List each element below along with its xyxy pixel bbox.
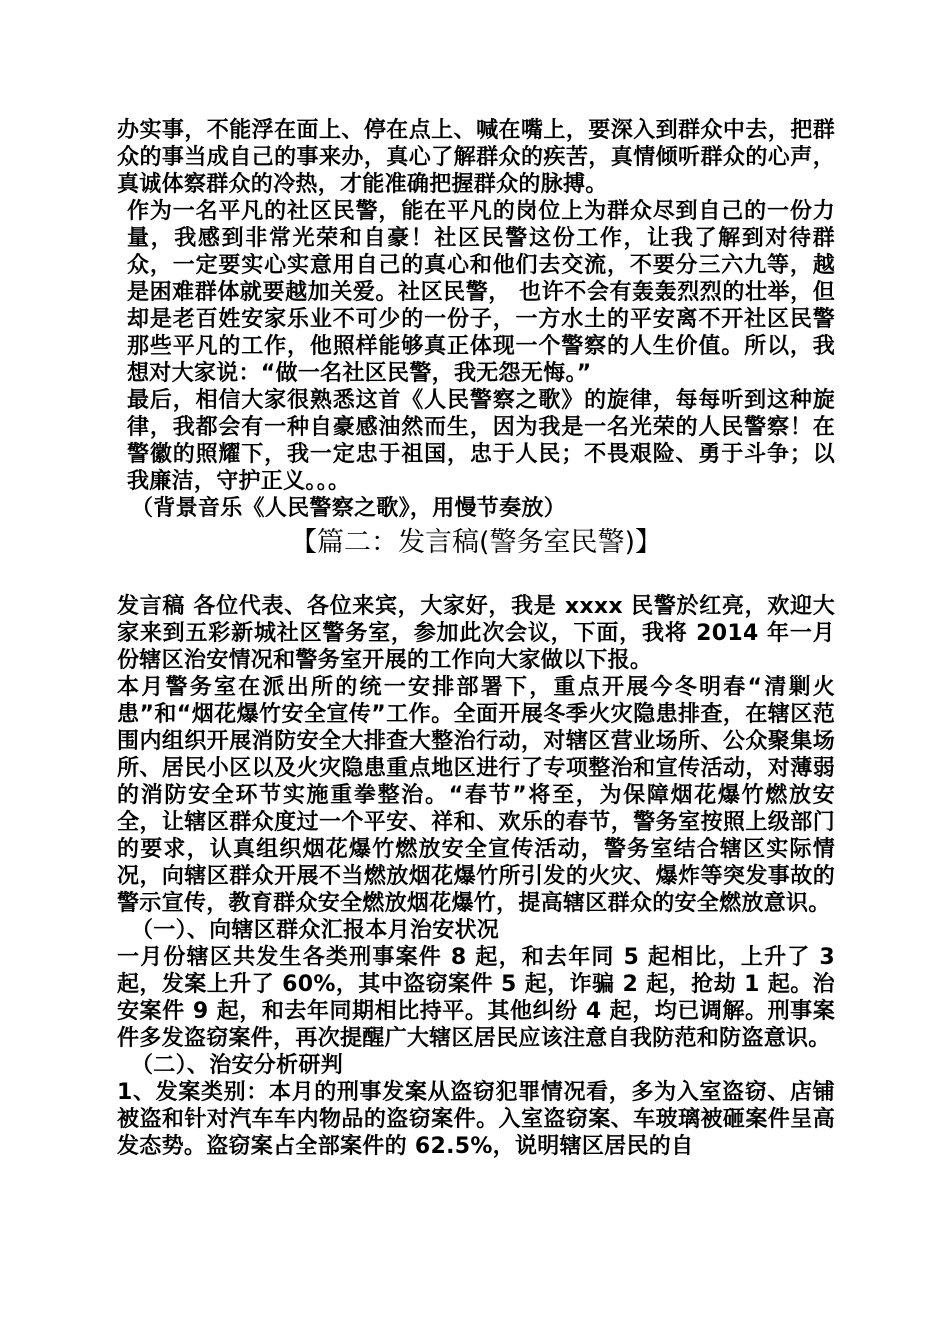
subsection-heading: （二）、治安分析研判	[131, 1053, 344, 1078]
document-page	[117, 117, 835, 1160]
body-paragraph: 1、发案类别：本月的刑事发案从盗窃犯罪情况看，多为入室盗窃、店铺被盗和针对汽车车内物品的盗窃案件。入室盗窃案、车玻璃被砸案件呈高发态势。盗窃案占全部案件的 62.5%，说明辖区居民的自	[117, 1080, 835, 1159]
body-paragraph: 最后，相信大家很熟悉这首《人民警察之歌》的旋律，每每听到这种旋律，我都会有一种自豪感油然而生，因为我是一名光荣的人民警察！在警徽的照耀下，我一定忠于祖国，忠于人民；不畏艰险、勇于斗争；以我廉洁，守护正义。。。	[127, 388, 835, 494]
section-spacer	[117, 561, 835, 593]
section-heading: 【篇二：发言稿(警务室民警)】	[289, 527, 663, 558]
body-paragraph: 本月警务室在派出所的统一安排部署下，重点开展今冬明春“清剿火患”和“烟花爆竹安全宣传”工作。全面开展冬季火灾隐患排查，在辖区范围内组织开展消防安全大排查大整治行动，对辖区营业场所、公众聚集场所、居民小区以及火灾隐患重点地区进行了专项整治和宣传活动，对薄弱的消防安全环节实施重拳整治。“春节”将至，为保障烟花爆竹燃放安全，让辖区群众度过一个平安、祥和、欢乐的春节，警务室按照上级部门的要求，认真组织烟花爆竹燃放安全宣传活动，警务室结合辖区实际情况，向辖区群众开展不当燃放烟花爆竹所引发的火灾、爆炸等突发事故的警示宣传，教育群众安全燃放烟花爆竹，提高辖区群众的安全燃放意识。	[117, 675, 835, 916]
body-paragraph: 办实事，不能浮在面上、停在点上、喊在嘴上，要深入到群众中去，把群众的事当成自己的事来办，真心了解群众的疾苦，真情倾听群众的心声，真诚体察群众的冷热，才能准确把握群众的脉搏。	[117, 118, 835, 197]
body-paragraph: 一月份辖区共发生各类刑事案件 8 起，和去年同 5 起相比，上升了 3 起，发案上升了 60%，其中盗窃案件 5 起，诈骗 2 起，抢劫 1 起。治安案件 9 起，和去年同期相比持平。其他纠纷 4 起，均已调解。刑事案件多发盗窃案件，再次提醒广大辖区居民应该注意自我防范和防盗意识。	[117, 945, 835, 1051]
background-music-note: （背景音乐《人民警察之歌》，用慢节奏放）	[131, 496, 567, 521]
body-paragraph: 发言稿 各位代表、各位来宾，大家好，我是 xxxx 民警於红亮，欢迎大家来到五彩新城社区警务室，参加此次会议，下面，我将 2014 年一月份辖区治安情况和警务室开展的工作向大家做以下报。	[117, 594, 835, 673]
body-paragraph: 作为一名平凡的社区民警，能在平凡的岗位上为群众尽到自己的一份力量，我感到非常光荣和自豪！社区民警这份工作，让我了解到对待群众，一定要实心实意用自己的真心和他们去交流，不要分三六九等，越是困难群体就要越加关爱。社区民警， 也许不会有轰轰烈烈的壮举，但却是老百姓安家乐业不可少的一份子，一方水土的平安离不开社区民警那些平凡的工作，他照样能够真正体现一个警察的人生价值。所以，我想对大家说：“做一名社区民警，我无怨无悔。”	[127, 199, 835, 386]
subsection-heading: （一）、向辖区群众汇报本月治安状况	[131, 918, 500, 943]
